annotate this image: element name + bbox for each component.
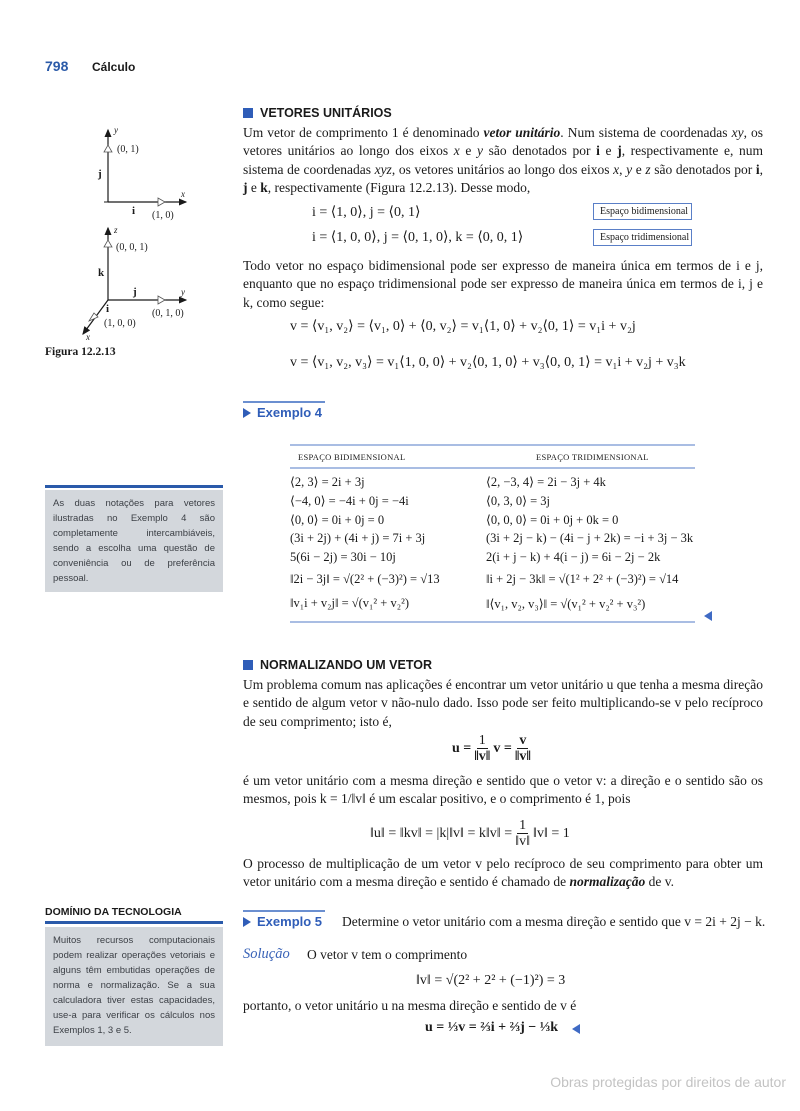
x-axis-label: x — [181, 189, 185, 199]
section-title: NORMALIZANDO UM VETOR — [260, 658, 432, 672]
equation-2d-unit-vectors: i = ⟨1, 0⟩, j = ⟨0, 1⟩ — [312, 205, 421, 220]
equation-length-v: ‖v‖ = √(2² + 2² + (−1)²) = 3 — [416, 973, 566, 988]
tag-2d-space: Espaço bidimensional — [593, 203, 692, 220]
figure-3d — [83, 225, 186, 342]
j-vector-label-3d: j — [133, 286, 137, 298]
example5-prompt: Determine o vetor unitário com a mesma direção e sentido que v = 2i + 2j − k. — [342, 914, 766, 929]
example4-rule — [243, 401, 325, 403]
tech-note-rule — [45, 921, 223, 924]
section-heading-unit-vectors — [243, 106, 392, 120]
page-number: 798 — [45, 58, 69, 74]
table-header-2d: ESPAÇO BIDIMENSIONAL — [298, 452, 406, 462]
point-0-0-1: (0, 0, 1) — [116, 242, 148, 253]
tech-note-title: DOMÍNIO DA TECNOLOGIA — [45, 906, 182, 918]
table-row: ‖v₁i + v₂j‖ = √(v₁² + v₂²) ‖⟨v₁, v₂, v₃⟩‖ = √(v₁² + v₂² + v₃²) — [290, 596, 646, 611]
solution-label: Solução — [243, 946, 290, 962]
solution-text: O vetor v tem o comprimento — [307, 947, 468, 962]
table-row: ‖2i − 3j‖ = √(2² + (−3)²) = √13 ‖i + 2j − 3k‖ = √(1² + 2² + (−3)²) = √14 — [290, 572, 679, 586]
term-unit-vector: vetor unitário — [483, 125, 561, 140]
y-axis-label-3d: y — [181, 287, 185, 297]
table-row: 5(6i − 2j) = 30i − 10j 2(i + j − k) + 4(i − j) = 6i − 2j − 2k — [290, 550, 661, 564]
margin-note-rule — [45, 485, 223, 488]
table-row: (3i + 2j) + (4i + j) = 7i + 3j (3i + 2j − k) − (4i − j + 2k) = −i + 3j − 3k — [290, 531, 694, 545]
j-vector-label: j — [98, 168, 102, 180]
therefore-text: portanto, o vetor unitário u na mesma direção e sentido de v é — [243, 998, 577, 1013]
component-form-paragraph: Todo vetor no espaço bidimensional pode ser expresso de maneira única em termos de i e j, enquanto que no espaço tridimensional pode ser expresso de maneira única em termos de i, j e k, como segue: — [243, 258, 763, 310]
example5-label: Exemplo 5 — [243, 914, 322, 929]
normalizing-intro: Um problema comum nas aplicações é encontrar um vetor unitário u que tenha a mesma direção e sentido de algum vetor v não-nulo dado. Isso pode ser feito multiplicando-se v pelo recíproco de seu comprimento; isto é, — [243, 677, 763, 729]
equation-unit-u: u = ⅓v = ⅔i + ⅔j − ⅓k — [425, 1020, 559, 1035]
equation-3d-unit-vectors: i = ⟨1, 0, 0⟩, j = ⟨0, 1, 0⟩, k = ⟨0, 0, 1⟩ — [312, 230, 524, 245]
equation-u-definition: u = $\frac{1}{‖v‖}$ v = $\frac{v}{‖v‖}$ — [452, 733, 531, 764]
end-of-example-icon — [704, 611, 712, 621]
table-header-rule — [290, 467, 695, 469]
example4-label: Exemplo 4 — [243, 405, 322, 420]
normalization-definition: O processo de multiplicação de um vetor v pelo recíproco de seu comprimento para obter um vetor unitário com a mesma direção e sentido é chamado de normalização de v. — [243, 856, 763, 890]
z-axis-label: z — [114, 225, 118, 235]
table-header-3d: ESPAÇO TRIDIMENSIONAL — [536, 452, 649, 462]
i-vector-label: i — [132, 205, 136, 217]
figure-caption: Figura 12.2.13 — [45, 346, 116, 358]
point-0-1-0: (0, 1, 0) — [152, 308, 184, 319]
y-axis-label: y — [114, 125, 118, 135]
end-of-example-icon — [572, 1024, 580, 1034]
term-normalization: normalização — [569, 874, 646, 890]
play-triangle-icon — [243, 408, 251, 418]
table-row: ⟨2, 3⟩ = 2i + 3j ⟨2, −3, 4⟩ = 2i − 3j + 4k — [290, 475, 606, 489]
equation-v-2d: v = ⟨v₁, v₂⟩ = ⟨v₁, 0⟩ + ⟨0, v₂⟩ = v₁⟨1, 0⟩ + v₂⟨0, 1⟩ = v₁i + v₂j — [290, 319, 636, 334]
play-triangle-icon — [243, 917, 251, 927]
tag-3d-space: Espaço tridimensional — [593, 229, 692, 246]
unit-vectors-figure — [60, 120, 235, 345]
equation-v-3d: v = ⟨v₁, v₂, v₃⟩ = v₁⟨1, 0, 0⟩ + v₂⟨0, 1, 0⟩ + v₃⟨0, 0, 1⟩ = v₁i + v₂j + v₃k — [290, 355, 686, 370]
k-vector-label: k — [98, 267, 105, 279]
table-row: ⟨0, 0⟩ = 0i + 0j = 0 ⟨0, 0, 0⟩ = 0i + 0j + 0k = 0 — [290, 513, 619, 527]
section-title: VETORES UNITÁRIOS — [260, 106, 392, 120]
point-1-0-0: (1, 0, 0) — [104, 318, 136, 329]
table-row: ⟨−4, 0⟩ = −4i + 0j = −4i ⟨0, 3, 0⟩ = 3j — [290, 494, 551, 508]
tech-note-body: Muitos recursos computacionais podem realizar operações vetoriais e alguns têm embutidas operações de norma e normalização. Se a sua calculadora tiver estas capacidades, use-a para verificar os cálculos nos Exemplos 1, 3 e 5. — [45, 927, 223, 1046]
unit-vector-explanation: é um vetor unitário com a mesma direção e sentido que o vetor v: a direção e o sentido são os mesmos, pois k = 1/‖v‖ é um escalar positivo, e o comprimento é 1, pois — [243, 773, 763, 807]
figure-2d — [97, 125, 186, 221]
copyright-watermark: Obras protegidas por direitos de autor — [550, 1074, 786, 1090]
point-0-1: (0, 1) — [117, 144, 139, 155]
example4-table — [290, 474, 710, 616]
margin-note-notations: As duas notações para vetores ilustradas no Exemplo 4 são completamente intercambiáveis, sendo a escolha uma questão de conveniência ou de preferência pessoal. — [45, 490, 223, 592]
x-axis-label-3d: x — [86, 332, 90, 342]
equation-norm-u: ‖u‖ = ‖kv‖ = |k|‖v‖ = k‖v‖ = $\frac{1}{‖v‖}$ ‖v‖ = 1 — [370, 818, 570, 849]
example5-rule — [243, 910, 325, 912]
running-title: Cálculo — [92, 60, 136, 74]
unit-vector-definition: Um vetor de comprimento 1 é denominado vetor unitário. Num sistema de coordenadas xy, os vetores unitários ao longo dos eixos x e y são denotados por i e j, respectivamente e, num sistema de coordenadas xyz, os vetores unitários ao longo dos eixos x, y e z são denotados por i, j e k, respectivamente (Figura 12.2.13). Desse modo, — [243, 125, 764, 196]
section-heading-normalizing — [243, 658, 432, 672]
point-1-0: (1, 0) — [152, 210, 174, 221]
table-top-rule — [290, 444, 695, 446]
table-bottom-rule — [290, 621, 695, 623]
section-square-icon — [243, 660, 253, 670]
section-square-icon — [243, 108, 253, 118]
i-vector-label-3d: i — [106, 303, 110, 315]
